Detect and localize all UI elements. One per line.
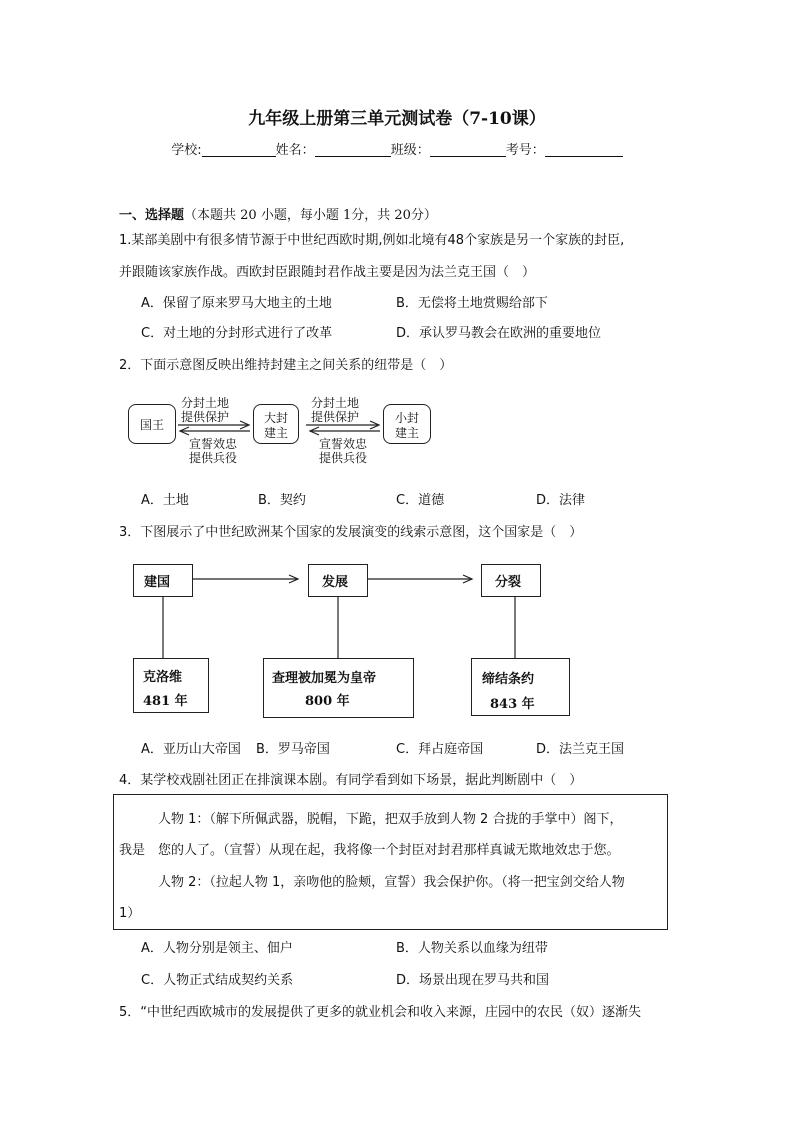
q4-stem: 4．某学校戏剧社团正在排演课本剧。有同学看到如下场景，据此判断剧中（ ） [119,773,583,788]
small-lord-label-1: 小封 [394,411,419,425]
provide-protection-label-2: 提供保护 [311,410,360,424]
section-title: 一、选择题 [119,208,185,223]
q4-passage-p1a: 人物 1：（解下所佩武器，脱帽，下跪，把双手放到人物 2 合拢的手掌中）阁下， [158,812,623,827]
q4-passage-p2b: 1） [119,906,141,921]
stage-development-label: 发展 [322,575,349,590]
q2-option-a[interactable]: A．土地 [141,493,189,508]
q3-option-a[interactable]: A．亚历山大帝国 [141,742,241,757]
event-charlemagne-label: 查理被加冕为皇帝 [272,671,377,686]
king-label: 国王 [139,418,164,432]
class-label: 班级： [390,143,430,158]
q2-option-d[interactable]: D．法律 [536,493,586,508]
q4-passage-p2a: 人物 2：（拉起人物 1，亲吻他的脸颊，宣誓）我会保护你。（将一把宝剑交给人物 [158,875,625,890]
stage-founding-label: 建国 [144,575,171,590]
q4-option-b[interactable]: B．人物关系以血缘为纽带 [396,941,548,956]
q1-option-d[interactable]: D．承认罗马教会在欧洲的重要地位 [396,326,602,341]
q2-option-b[interactable]: B．契约 [258,493,306,508]
q4-option-c[interactable]: C．人物正式结成契约关系 [141,973,294,988]
military-service-label-2: 提供兵役 [319,451,368,465]
swear-loyalty-label-1: 宣誓效忠 [189,437,238,451]
q5-stem-line1: 5．“中世纪西欧城市的发展提供了更多的就业机会和收入来源，庄园中的农民（奴）逐渐失 [119,1005,642,1020]
q4-option-a[interactable]: A．人物分别是领主、佃户 [141,941,293,956]
q3-option-d[interactable]: D．法兰克王国 [536,742,625,757]
school-label: 学校: [171,143,202,158]
stage-split-label: 分裂 [495,575,522,590]
q4-passage-p1b: 我是 您的人了。（宣誓）从现在起，我将像一个封臣对封君那样真诚无欺地效忠于您。 [119,843,620,858]
q1-option-c[interactable]: C．对土地的分封形式进行了改革 [141,326,333,341]
name-label: 姓名： [275,143,315,158]
event-clovis-label: 克洛维 [143,670,183,685]
section-note: （本题共 20 小题，每小题 1分，共 20分） [184,208,437,223]
q3-stem: 3．下图展示了中世纪欧洲某个国家的发展演变的线索示意图，这个国家是（ ） [119,525,583,540]
event-treaty-label: 缔结条约 [482,672,535,687]
event-charlemagne-year: 800 年 [305,694,350,709]
event-clovis-year: 481 年 [143,694,188,709]
grant-land-label-2: 分封土地 [311,396,360,410]
q1-stem-line1: 1.某部美剧中有很多情节源于中世纪西欧时期,例如北境有48个家族是另一个家族的封臣, [119,233,625,248]
q2-option-c[interactable]: C．道德 [396,493,445,508]
provide-protection-label-1: 提供保护 [181,410,230,424]
page-title: 九年级上册第三单元测试卷（7-10课） [248,109,546,129]
big-lord-label-2: 建主 [263,426,288,440]
number-label: 考号： [505,143,545,158]
grant-land-label-1: 分封土地 [181,396,230,410]
military-service-label-1: 提供兵役 [189,451,238,465]
q1-option-a[interactable]: A．保留了原来罗马大地主的土地 [141,296,332,311]
q3-option-c[interactable]: C．拜占庭帝国 [396,742,484,757]
event-treaty-year: 843 年 [490,697,535,712]
q2-stem: 2．下面示意图反映出维持封建主之间关系的纽带是（ ） [119,358,453,373]
q1-option-b[interactable]: B．无偿将土地赏赐给部下 [396,296,548,311]
q1-stem-line2: 并跟随该家族作战。西欧封臣跟随封君作战主要是因为法兰克王国（ ） [119,265,536,280]
big-lord-label-1: 大封 [263,411,288,425]
q3-option-b[interactable]: B．罗马帝国 [256,742,330,757]
small-lord-label-2: 建主 [394,426,419,440]
swear-loyalty-label-2: 宣誓效忠 [319,437,368,451]
q4-option-d[interactable]: D．场景出现在罗马共和国 [396,973,550,988]
